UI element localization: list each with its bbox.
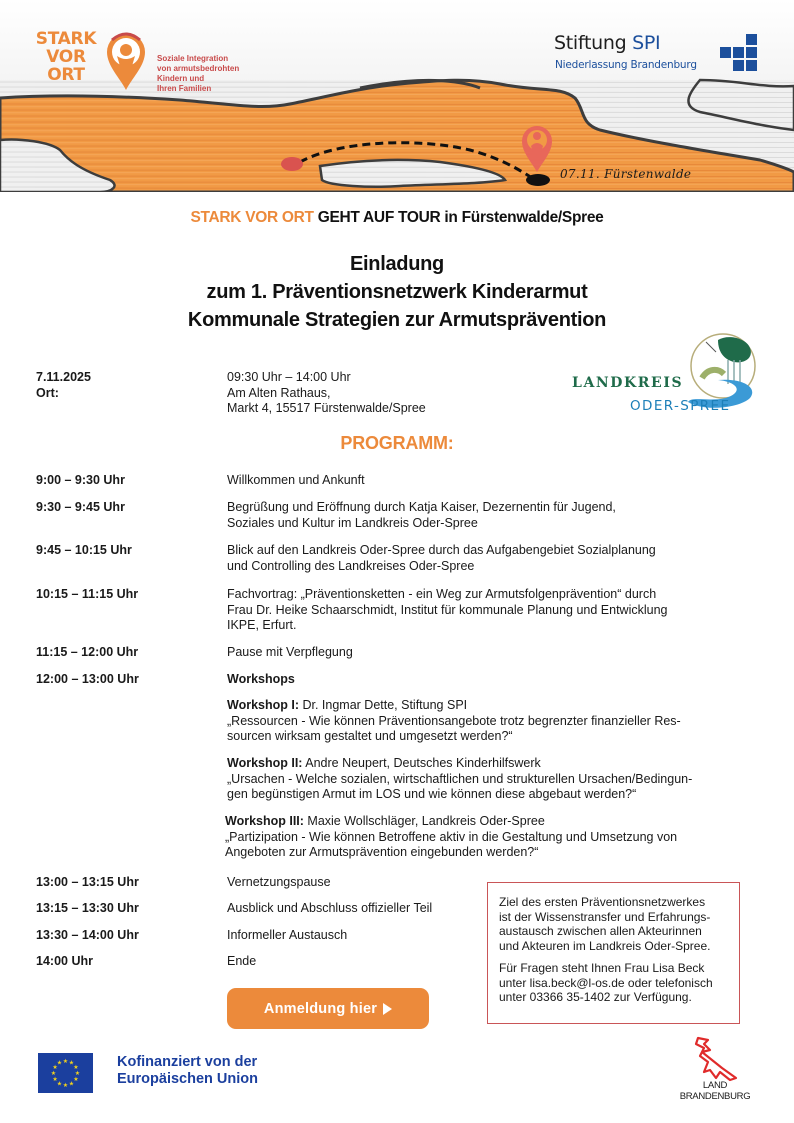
workshop-text: „Ursachen - Welche sozialen, wirtschaftlichen und strukturellen Ursachen/Bedingun- <box>227 771 693 786</box>
tour-headline: STARK VOR ORT GEHT AUF TOUR in Fürstenwalde/Spree <box>190 209 604 226</box>
info-goal: Ziel des ersten Präventionsnetzwerkes ist der Wissenstransfer und Erfahrungs- austausch zwischen allen Akteurinnen und Akteuren im Landkreis Oder-Spree. <box>499 895 711 953</box>
landkreis-oder-spree-logo <box>568 328 764 420</box>
title-line: Einladung <box>350 253 444 275</box>
los-line2: ODER-SPREE <box>630 398 731 414</box>
agenda-time: 9:45 – 10:15 Uhr <box>36 543 132 557</box>
agenda-time: 13:15 – 13:30 Uhr <box>36 901 139 915</box>
workshop-speaker: Andre Neupert, Deutsches Kinderhilfswerk <box>302 756 541 770</box>
svo-tagline: Soziale Integration von armutsbedrohten Kindern und Ihren Familien <box>157 54 240 93</box>
info-contact: Für Fragen steht Ihnen Frau Lisa Beck unter lisa.beck@l-os.de oder telefonisch unter 03366 35-1402 zur Verfügung. <box>499 961 713 1004</box>
event-address-line: Am Alten Rathaus, <box>227 385 331 400</box>
svg-text:★: ★ <box>68 1080 75 1088</box>
agenda-time: 12:00 – 13:00 Uhr <box>36 672 139 686</box>
stark-vor-ort-logo <box>34 30 274 100</box>
agenda-text: Informeller Austausch <box>227 928 348 942</box>
svo-wordmark: STARK VOR ORT <box>35 29 97 85</box>
program-heading: PROGRAMM: <box>340 433 454 453</box>
svg-text:★: ★ <box>68 1059 75 1067</box>
workshop-label: Workshop I: <box>227 698 299 712</box>
agenda-time: 14:00 Uhr <box>36 954 93 968</box>
start-point-marker <box>281 157 303 171</box>
workshop-text: „Partizipation - Wie können Betroffene aktiv in die Gestaltung und Umsetzung von <box>225 829 678 844</box>
agenda-text: und Controlling des Landkreises Oder-Spree <box>227 558 475 573</box>
workshops-heading: Workshops <box>227 672 295 686</box>
workshop-text: „Ressourcen - Wie können Präventionsangebote trotz begrenzter finanzieller Res- <box>227 713 681 728</box>
agenda-text: Fachvortrag: „Präventionsketten - ein Weg zur Armutsfolgenprävention“ durch <box>227 587 657 601</box>
tour-stop-label: 07.11. Fürstenwalde <box>560 167 692 181</box>
svg-text:★: ★ <box>73 1064 79 1071</box>
spi-squares-icon <box>720 34 758 74</box>
svo-pin-icon <box>104 30 148 92</box>
page-title <box>0 250 794 334</box>
svg-text:★: ★ <box>74 1070 81 1077</box>
agenda-text: Begrüßung und Eröffnung durch Katja Kaiser, Dezernentin für Jugend, <box>227 500 616 514</box>
svg-text:★: ★ <box>52 1076 58 1083</box>
agenda-time: 9:30 – 9:45 Uhr <box>36 500 125 514</box>
eu-flag-icon <box>38 1053 93 1093</box>
spi-subtitle: Niederlassung Brandenburg <box>555 59 697 71</box>
agenda-time: 10:15 – 11:15 Uhr <box>36 587 139 601</box>
agenda-text: Ausblick und Abschluss offizieller Teil <box>227 901 433 915</box>
svg-text:★: ★ <box>56 1059 63 1067</box>
agenda-text: Pause mit Verpflegung <box>227 645 353 659</box>
play-triangle-icon <box>383 1003 392 1015</box>
red-eagle-icon <box>670 1034 760 1082</box>
registration-button-label: Anmeldung hier <box>263 1000 378 1017</box>
svg-text:★: ★ <box>62 1058 69 1065</box>
svg-text:★: ★ <box>62 1082 69 1089</box>
workshop-speaker: Dr. Ingmar Dette, Stiftung SPI <box>299 698 468 712</box>
workshop-text: gen begünstigen Armut im LOS und wie können diese abgebaut werden?“ <box>227 787 637 801</box>
workshop-label: Workshop III: <box>225 814 304 828</box>
title-line: Kommunale Strategien zur Armutsprävention <box>187 309 607 331</box>
destination-hole <box>526 174 550 186</box>
workshop-text: sourcen wirksam gestaltet und umgesetzt werden?“ <box>227 729 513 743</box>
svg-text:★: ★ <box>50 1070 57 1077</box>
workshop-speaker: Maxie Wollschläger, Landkreis Oder-Spree <box>303 814 545 828</box>
svg-text:★: ★ <box>73 1076 79 1083</box>
land-brandenburg-logo: LAND BRANDENBURG <box>670 1034 760 1104</box>
los-line1: LANDKREIS <box>572 375 684 391</box>
workshop-label: Workshop II: <box>227 756 303 770</box>
title-line: zum 1. Präventionsnetzwerk Kinderarmut <box>206 281 588 303</box>
registration-button[interactable] <box>227 988 429 1029</box>
agenda-time: 13:00 – 13:15 Uhr <box>36 875 139 889</box>
agenda-time: 9:00 – 9:30 Uhr <box>36 473 125 487</box>
agenda-text: Soziales und Kultur im Landkreis Oder-Spree <box>227 515 478 530</box>
agenda-time: 13:30 – 14:00 Uhr <box>36 928 139 942</box>
event-time: 09:30 Uhr – 14:00 Uhr <box>227 370 351 384</box>
agenda-text: Vernetzungspause <box>227 875 331 889</box>
svg-text:★: ★ <box>56 1080 63 1088</box>
stiftung-spi-logo <box>554 32 764 77</box>
info-box <box>487 882 740 1024</box>
svg-text:★: ★ <box>52 1064 58 1071</box>
spi-name: Stiftung SPI <box>554 32 661 54</box>
agenda-text: IKPE, Erfurt. <box>227 618 297 632</box>
event-address-line: Markt 4, 15517 Fürstenwalde/Spree <box>227 401 426 415</box>
agenda-time: 11:15 – 12:00 Uhr <box>36 645 139 659</box>
eu-funding-text: Kofinanziert von der Europäischen Union <box>117 1054 258 1087</box>
header-banner <box>0 0 794 192</box>
agenda-text: Frau Dr. Heike Schaarschmidt, Institut für kommunale Planung und Entwicklung <box>227 602 668 617</box>
agenda-text: Willkommen und Ankunft <box>227 473 365 487</box>
place-label: Ort: <box>36 385 59 400</box>
workshop-text: Angeboten zur Armutsprävention eingebunden werden?“ <box>225 845 539 859</box>
event-date: 7.11.2025 <box>36 370 91 384</box>
agenda-text: Blick auf den Landkreis Oder-Spree durch das Aufgabengebiet Sozialplanung <box>227 543 656 557</box>
agenda-text: Ende <box>227 954 257 968</box>
